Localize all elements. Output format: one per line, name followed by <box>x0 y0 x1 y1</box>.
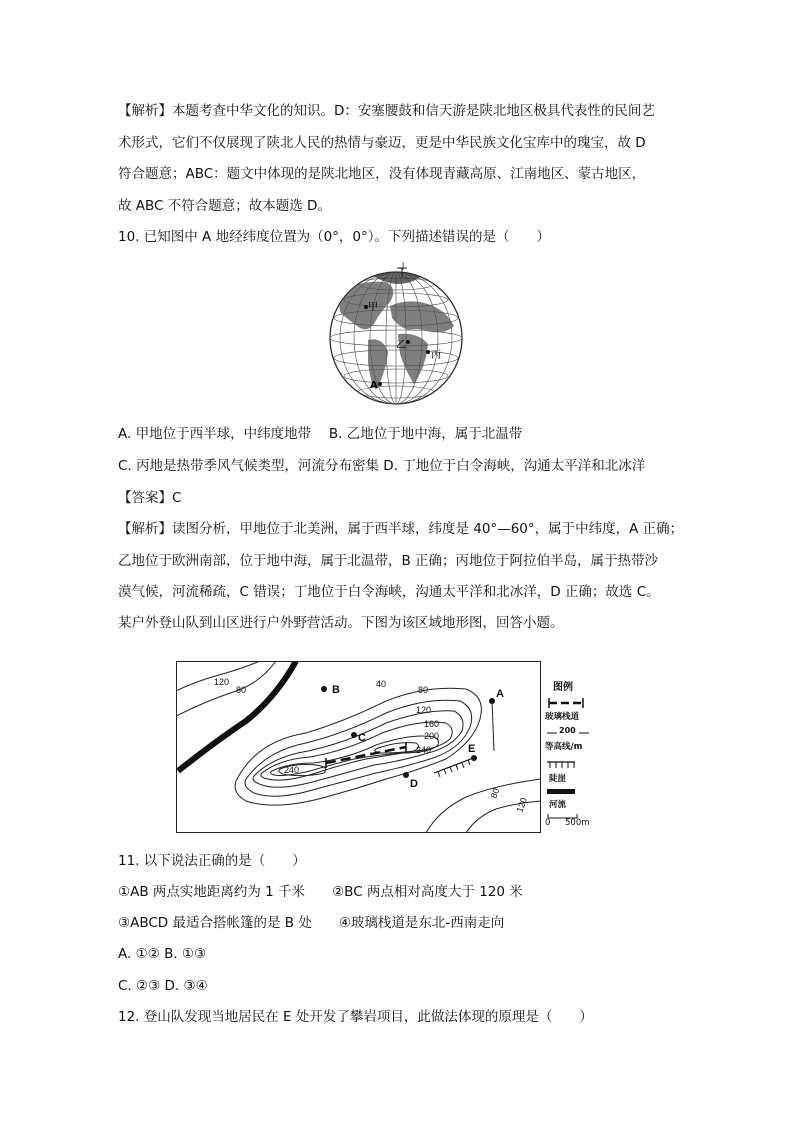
legend-river: 河流 <box>549 800 567 810</box>
legend-boardwalk-symbol <box>547 698 587 708</box>
legend-river-symbol <box>547 788 577 796</box>
point-d: D <box>410 778 418 790</box>
question-10-analysis-1: 【解析】读图分析，甲地位于北美洲，属于西半球，纬度是 40°—60°，属于中纬度，A 正确； <box>118 521 684 537</box>
question-11-options-1: A. ①② B. ①③ <box>118 946 207 962</box>
intro-text: 某户外登山队到山区进行户外野营活动。下图为该区域地形图，回答小题。 <box>118 615 564 631</box>
question-10-options-2: C. 丙地是热带季风气候类型，河流分布密集 D. 丁地位于白令海峡，沟通太平洋和北冰洋 <box>118 458 646 474</box>
contour-label-240-left: 240 <box>284 765 300 775</box>
question-10-stem: 10. 已知图中 A 地经纬度位置为（0°，0°）。下列描述错误的是（ ） <box>118 229 551 245</box>
legend-scale-zero: 0 <box>545 818 551 828</box>
contour-map <box>176 661 541 833</box>
globe-figure <box>328 262 464 410</box>
point-b: B <box>332 684 340 696</box>
analysis-9-line-1: 【解析】本题考查中华文化的知识。D：安塞腰鼓和信天游是陕北地区极具代表性的民间艺 <box>118 103 655 119</box>
globe-label-jia: 甲 <box>368 302 378 313</box>
point-e: E <box>468 743 476 755</box>
contour-label-200: 200 <box>424 731 440 741</box>
question-11-stem: 11. 以下说法正确的是（ ） <box>118 853 306 869</box>
analysis-9-line-2: 术形式，它们不仅展现了陕北人民的热情与豪迈，更是中华民族文化宝库中的瑰宝，故 D <box>118 135 646 151</box>
question-11-statements-2: ③ABCD 最适合搭帐篷的是 B 处 ④玻璃栈道是东北-西南走向 <box>118 915 505 931</box>
contour-label-160: 160 <box>424 719 440 729</box>
globe-label-a: A <box>370 380 378 391</box>
contour-label-240: 240 <box>416 745 432 755</box>
legend-contour: 等高线/m <box>545 742 583 752</box>
legend-scale-value: 500m <box>565 818 590 828</box>
point-c: C <box>358 732 366 744</box>
question-10-answer: 【答案】C <box>118 490 182 506</box>
globe-label-yi: 乙 <box>396 340 406 351</box>
contour-label-120-right: 120 <box>514 796 530 814</box>
globe-label-bing: 丙 <box>431 350 441 361</box>
globe-label-ding: 丁 <box>398 262 408 272</box>
analysis-9-line-4: 故 ABC 不符合题意；故本题选 D。 <box>118 198 331 214</box>
question-11-options-2: C. ②③ D. ③④ <box>118 978 208 994</box>
question-12-stem: 12. 登山队发现当地居民在 E 处开发了攀岩项目，此做法体现的原理是（ ） <box>118 1009 593 1025</box>
question-10-options-1: A. 甲地位于西半球，中纬度地带 B. 乙地位于地中海，属于北温带 <box>118 426 523 442</box>
contour-label-80-right: 80 <box>488 786 502 800</box>
legend-cliff-symbol <box>547 760 577 770</box>
question-10-analysis-3: 漠气候，河流稀疏，C 错误；丁地位于白令海峡，沟通太平洋和北冰洋，D 正确；故选 C。 <box>118 584 660 600</box>
contour-label-40: 40 <box>376 679 387 689</box>
analysis-9-line-3: 符合题意；ABC：题文中体现的是陕北地区，没有体现青藏高原、江南地区、蒙古地区， <box>118 166 646 182</box>
legend-boardwalk: 玻璃栈道 <box>545 712 580 722</box>
question-10-analysis-2: 乙地位于欧洲南部，位于地中海，属于北温带，B 正确；丙地位于阿拉伯半岛，属于热带沙 <box>118 553 659 569</box>
contour-label-80-mid: 80 <box>418 685 429 695</box>
point-a: A <box>496 688 504 700</box>
contour-label-80-top: 80 <box>236 685 247 695</box>
legend-title: 图例 <box>553 682 573 693</box>
legend-contour-sample: 200 <box>559 726 576 735</box>
legend-cliff: 陡崖 <box>549 774 567 784</box>
contour-label-120-top: 120 <box>214 677 230 687</box>
contour-label-120-mid: 120 <box>416 705 432 715</box>
question-11-statements-1: ①AB 两点实地距离约为 1 千米 ②BC 两点相对高度大于 120 米 <box>118 884 523 900</box>
